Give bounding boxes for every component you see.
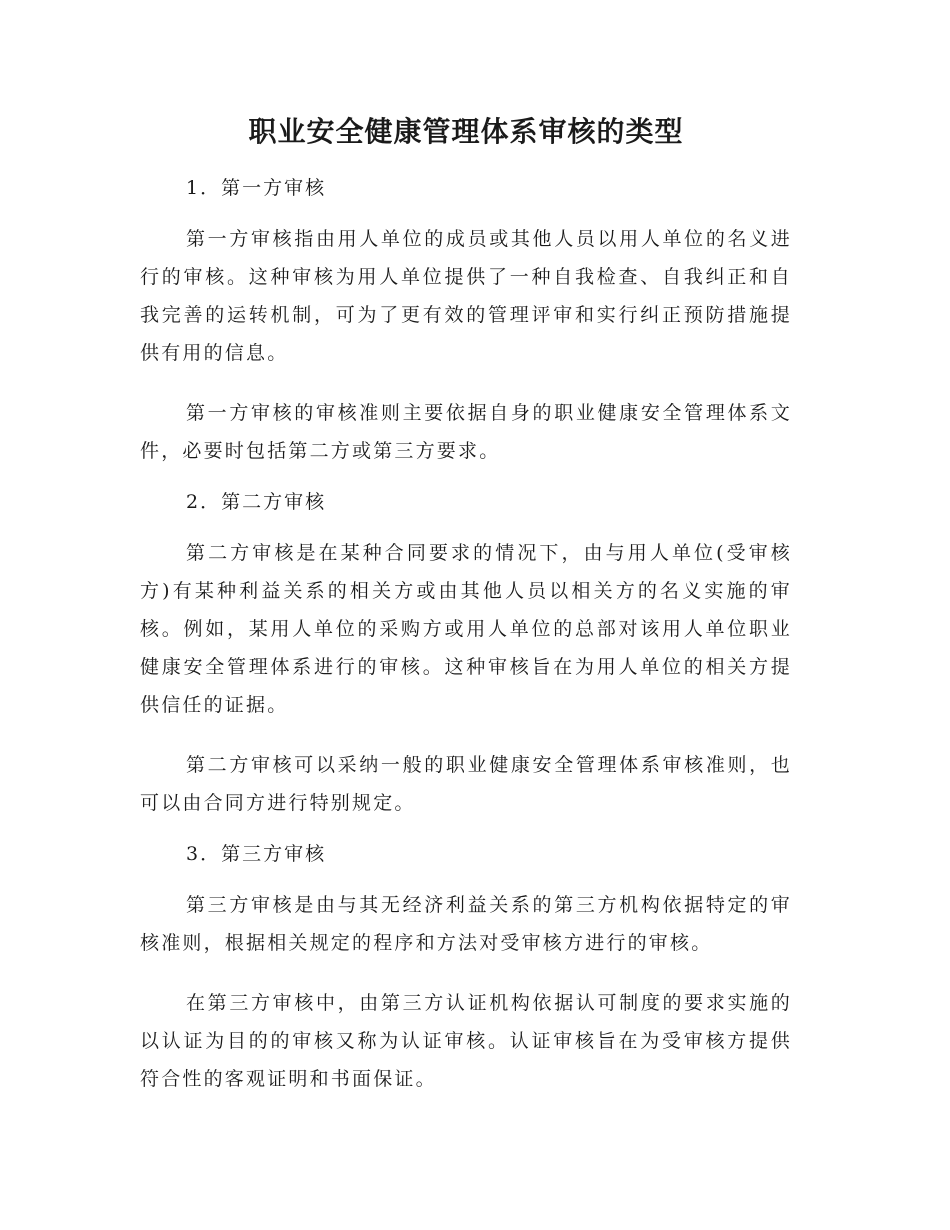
paragraph: 第二方审核可以采纳一般的职业健康安全管理体系审核准则，也可以由合同方进行特别规定。: [140, 754, 792, 814]
section-third-party-audit: [140, 844, 792, 1098]
paragraph: 第三方审核是由与其无经济利益关系的第三方机构依据特定的审核准则，根据相关规定的程序和方法对受审核方进行的审核。: [140, 894, 792, 954]
section-heading: 2．第二方审核: [186, 491, 327, 513]
page-title: 职业安全健康管理体系审核的类型: [248, 115, 684, 148]
paragraph: 第二方审核是在某种合同要求的情况下，由与用人单位(受审核方)有某种利益关系的相关方或由其他人员以相关方的名义实施的审核。例如，某用人单位的采购方或用人单位的总部对该用人单位职业健康安全管理体系进行的审核。这种审核旨在为用人单位的相关方提供信任的证据。: [140, 542, 792, 716]
section-heading: 3．第三方审核: [186, 843, 327, 865]
paragraph: 在第三方审核中，由第三方认证机构依据认可制度的要求实施的以认证为目的的审核又称为认证审核。认证审核旨在为受审核方提供符合性的客观证明和书面保证。: [140, 992, 792, 1090]
section-heading: 1．第一方审核: [186, 177, 327, 199]
document-page: [140, 108, 792, 1120]
section-second-party-audit: [140, 492, 792, 822]
paragraph: 第一方审核指由用人单位的成员或其他人员以用人单位的名义进行的审核。这种审核为用人单位提供了一种自我检查、自我纠正和自我完善的运转机制，可为了更有效的管理评审和实行纠正预防措施提供有用的信息。: [140, 228, 792, 364]
section-first-party-audit: [140, 178, 792, 470]
paragraph: 第一方审核的审核准则主要依据自身的职业健康安全管理体系文件，必要时包括第二方或第三方要求。: [140, 402, 792, 462]
